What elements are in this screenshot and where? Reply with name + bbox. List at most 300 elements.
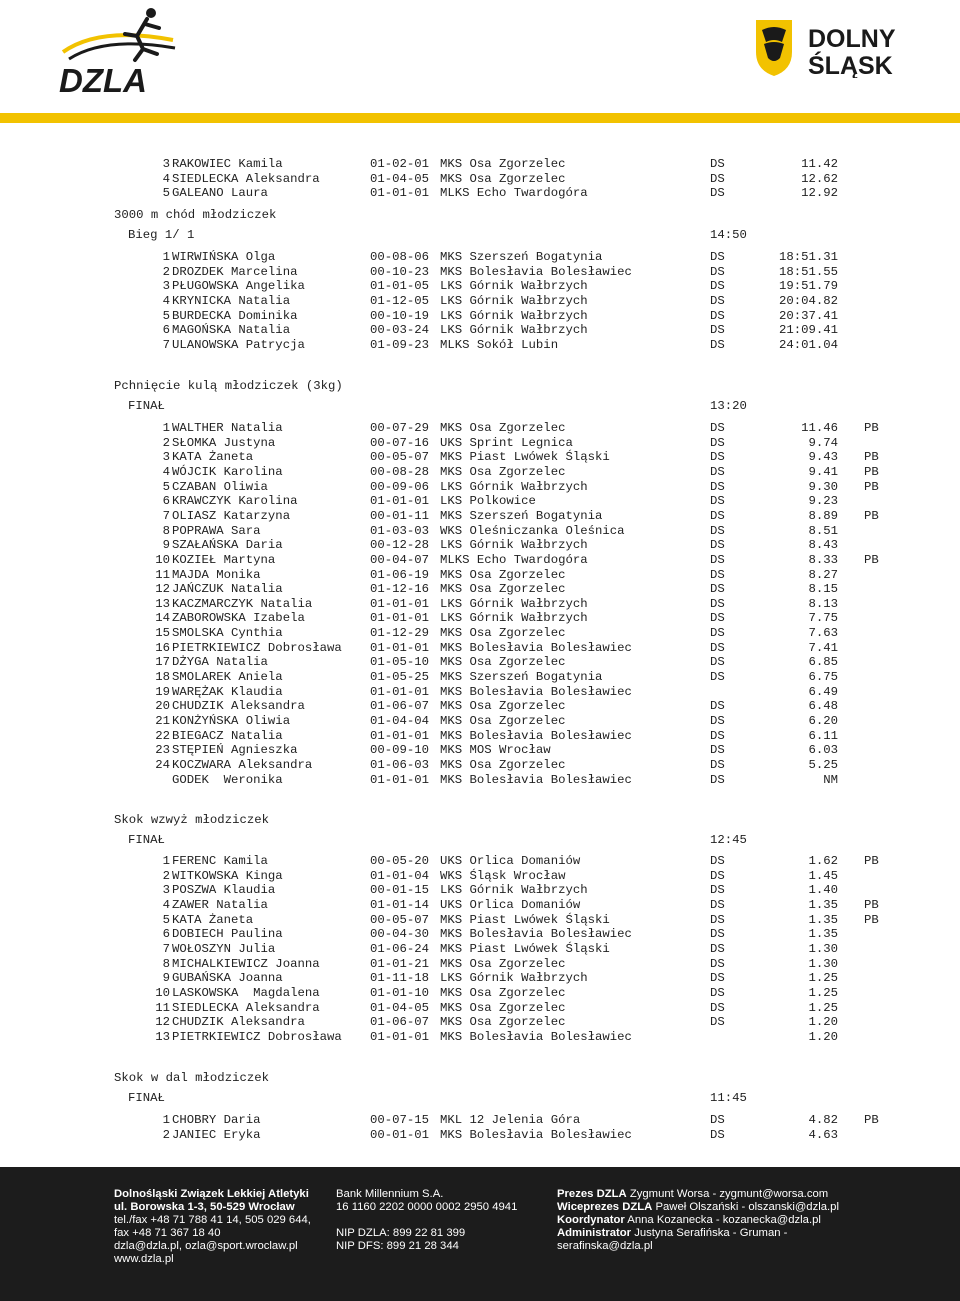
athlete-club: LKS Górnik Wałbrzych (440, 597, 588, 611)
result-place: 4 (162, 898, 170, 912)
result-place: 17 (155, 655, 170, 669)
heat-time: 14:50 (710, 228, 747, 242)
result-value: 19:51.79 (778, 279, 838, 293)
athlete-region: DS (710, 758, 725, 772)
footer-line (114, 1240, 311, 1253)
footer-label: Administrator (557, 1227, 632, 1239)
footer-line (336, 1240, 517, 1253)
athlete-region: DS (710, 279, 725, 293)
athlete-name: ULANOWSKA Patrycja (172, 338, 305, 352)
athlete-region: DS (710, 869, 725, 883)
athlete-club: MKS Osa Zgorzelec (440, 758, 566, 772)
athlete-birthdate: 01-01-01 (370, 1030, 430, 1044)
athlete-name: DROZDEK Marcelina (172, 265, 298, 279)
athlete-birthdate: 00-10-19 (370, 309, 430, 323)
athlete-club: MKS Osa Zgorzelec (440, 1001, 566, 1015)
result-place (130, 773, 170, 788)
athlete-birthdate: 01-01-04 (370, 869, 430, 883)
athlete-region: DS (710, 186, 725, 200)
section-title: Pchnięcie kulą młodziczek (3kg) (114, 379, 343, 393)
athlete-region: DS (710, 942, 725, 956)
athlete-region: DS (710, 1001, 725, 1015)
result-value: 11.42 (801, 157, 838, 171)
result-value: 8.33 (808, 553, 838, 567)
athlete-region: DS (710, 172, 725, 186)
footer-line (336, 1188, 517, 1201)
athlete-club: MKS Piast Lwówek Śląski (440, 913, 610, 927)
footer-line (114, 1188, 311, 1201)
athlete-birthdate: 01-01-01 (370, 494, 430, 508)
result-value: 8.51 (808, 524, 838, 538)
heat-label: Bieg 1/ 1 (128, 228, 195, 242)
result-place: 3 (162, 450, 170, 464)
result-value: 7.41 (808, 641, 838, 655)
result-value: 8.13 (808, 597, 838, 611)
athlete-region: DS (710, 538, 725, 552)
athlete-name: DOBIECH Paulina (172, 927, 283, 941)
heat-time: 13:20 (710, 399, 747, 413)
personal-best-badge: PB (864, 480, 879, 494)
personal-best-badge: PB (864, 898, 879, 912)
athlete-region: DS (710, 494, 725, 508)
result-place: 7 (162, 338, 170, 352)
athlete-region: DS (710, 655, 725, 669)
athlete-name: FERENC Kamila (172, 854, 268, 868)
result-value: 1.30 (808, 942, 838, 956)
athlete-region: DS (710, 971, 725, 985)
athlete-name: SIEDLECKA Aleksandra (172, 1001, 320, 1015)
athlete-birthdate: 00-05-20 (370, 854, 430, 868)
athlete-region: DS (710, 524, 725, 538)
result-value: 1.35 (808, 898, 838, 912)
result-place: 5 (162, 480, 170, 494)
result-value: 7.63 (808, 626, 838, 640)
athlete-region: DS (710, 157, 725, 171)
athlete-club: LKS Górnik Wałbrzych (440, 323, 588, 337)
personal-best-badge: PB (864, 1113, 879, 1127)
footer-text: 16 1160 2202 0000 0002 2950 4941 (336, 1201, 518, 1213)
athlete-birthdate: 00-07-16 (370, 436, 430, 450)
result-value: 1.20 (808, 1015, 838, 1029)
athlete-club: MKS Osa Zgorzelec (440, 157, 566, 171)
result-value: 7.75 (808, 611, 838, 625)
athlete-region: DS (710, 421, 725, 435)
footer-line (557, 1240, 839, 1253)
athlete-birthdate: 01-01-14 (370, 898, 430, 912)
footer-text: NIP DZLA: 899 22 81 399 (336, 1227, 466, 1239)
athlete-club: MKS Bolesłavia Bolesławiec (440, 1030, 632, 1044)
athlete-club: LKS Górnik Wałbrzych (440, 611, 588, 625)
athlete-region: DS (710, 480, 725, 494)
result-place: 6 (162, 323, 170, 337)
result-place: 7 (162, 509, 170, 523)
athlete-club: LKS Górnik Wałbrzych (440, 883, 588, 897)
athlete-club: MKS Bolesłavia Bolesławiec (440, 1128, 632, 1142)
athlete-club: MKS Osa Zgorzelec (440, 714, 566, 728)
athlete-birthdate: 00-08-28 (370, 465, 430, 479)
athlete-region: DS (710, 568, 725, 582)
personal-best-badge: PB (864, 450, 879, 464)
athlete-name: OLIASZ Katarzyna (172, 509, 291, 523)
athlete-region: DS (710, 250, 725, 264)
athlete-name: JANIEC Eryka (172, 1128, 261, 1142)
footer-text: Bank Millennium S.A. (336, 1188, 444, 1200)
footer-text: dzla@dzla.pl, ozla@sport.wroclaw.pl (114, 1240, 298, 1252)
athlete-birthdate: 01-12-29 (370, 626, 430, 640)
result-place: 1 (162, 421, 170, 435)
footer-text: NIP DFS: 899 21 28 344 (336, 1240, 459, 1252)
personal-best-badge: PB (864, 421, 879, 435)
result-place: 21 (155, 714, 170, 728)
athlete-club: MKS Szerszeń Bogatynia (440, 250, 603, 264)
athlete-region: DS (710, 670, 725, 684)
athlete-name: WIRWIŃSKA Olga (172, 250, 276, 264)
athlete-name: LASKOWSKA Magdalena (172, 986, 320, 1000)
athlete-club: WKS Śląsk Wrocław (440, 869, 566, 883)
athlete-birthdate: 01-01-01 (370, 641, 430, 655)
result-value: 6.75 (808, 670, 838, 684)
footer-line (336, 1227, 517, 1240)
result-value: 1.35 (808, 927, 838, 941)
athlete-region: DS (710, 1015, 725, 1029)
result-value: 8.27 (808, 568, 838, 582)
footer-line (336, 1214, 517, 1227)
athlete-name: KONŻYŃSKA Oliwia (172, 714, 291, 728)
athlete-name: ZABOROWSKA Izabela (172, 611, 305, 625)
athlete-name: PIETRKIEWICZ Dobrosława (172, 641, 342, 655)
athlete-name: DŻYGA Natalia (172, 655, 268, 669)
result-place: 16 (155, 641, 170, 655)
footer-text: Justyna Serafińska - Gruman - (631, 1227, 788, 1239)
athlete-birthdate: 01-01-01 (370, 729, 430, 743)
coat-of-arms-icon (752, 18, 912, 78)
athlete-region: DS (710, 450, 725, 464)
athlete-name: CZABAN Oliwia (172, 480, 268, 494)
athlete-club: MKS Bolesłavia Bolesławiec (440, 927, 632, 941)
athlete-name: SIEDLECKA Aleksandra (172, 172, 320, 186)
athlete-club: MKS Osa Zgorzelec (440, 465, 566, 479)
heat-label: FINAŁ (128, 399, 165, 413)
footer-text: www.dzla.pl (114, 1253, 174, 1265)
svg-text:DOLNY: DOLNY (808, 25, 896, 53)
athlete-birthdate: 00-08-06 (370, 250, 430, 264)
athlete-birthdate: 01-01-05 (370, 279, 430, 293)
result-place: 14 (155, 611, 170, 625)
athlete-birthdate: 01-01-01 (370, 186, 430, 200)
result-value: 8.15 (808, 582, 838, 596)
athlete-birthdate: 01-09-23 (370, 338, 430, 352)
athlete-region: DS (710, 854, 725, 868)
athlete-birthdate: 01-04-05 (370, 172, 430, 186)
athlete-birthdate: 00-03-24 (370, 323, 430, 337)
athlete-region: DS (710, 338, 725, 352)
personal-best-badge: PB (864, 465, 879, 479)
result-place: 5 (162, 913, 170, 927)
result-value: 4.63 (808, 1128, 838, 1142)
section-title: Skok w dal młodziczek (114, 1071, 269, 1085)
athlete-name: MAJDA Monika (172, 568, 261, 582)
athlete-region: DS (710, 714, 725, 728)
result-place: 7 (162, 942, 170, 956)
result-value: 18:51.31 (778, 250, 838, 264)
athlete-club: MLKS Echo Twardogóra (440, 186, 588, 200)
athlete-name: SMOLSKA Cynthia (172, 626, 283, 640)
athlete-club: LKS Górnik Wałbrzych (440, 309, 588, 323)
result-value: 4.82 (808, 1113, 838, 1127)
dolny-slask-logo (752, 18, 912, 78)
athlete-club: UKS Orlica Domaniów (440, 854, 581, 868)
athlete-name: BIEGACZ Natalia (172, 729, 283, 743)
section-title: 3000 m chód młodziczek (114, 208, 277, 222)
result-place: 5 (162, 309, 170, 323)
athlete-name: KACZMARCZYK Natalia (172, 597, 313, 611)
footer-text: tel./fax +48 71 788 41 14, 505 029 644, (114, 1214, 311, 1226)
result-place: 4 (162, 465, 170, 479)
footer-text: Zygmunt Worsa - zygmunt@worsa.com (626, 1188, 829, 1200)
athlete-region: DS (710, 436, 725, 450)
result-value: 9.74 (808, 436, 838, 450)
athlete-name: POPRAWA Sara (172, 524, 261, 538)
athlete-name: KOCZWARA Aleksandra (172, 758, 313, 772)
athlete-birthdate: 01-05-10 (370, 655, 430, 669)
result-place: 8 (162, 957, 170, 971)
athlete-name: WALTHER Natalia (172, 421, 283, 435)
athlete-region: DS (710, 597, 725, 611)
result-place: 1 (162, 250, 170, 264)
result-value: 8.89 (808, 509, 838, 523)
result-value: 9.23 (808, 494, 838, 508)
result-value: 1.62 (808, 854, 838, 868)
athlete-birthdate: 00-10-23 (370, 265, 430, 279)
athlete-name: WITKOWSKA Kinga (172, 869, 283, 883)
heat-time: 11:45 (710, 1091, 747, 1105)
athlete-name: CHUDZIK Aleksandra (172, 1015, 305, 1029)
result-place: 12 (155, 1015, 170, 1029)
result-value: 6.48 (808, 699, 838, 713)
personal-best-badge: PB (864, 509, 879, 523)
athlete-birthdate: 00-07-15 (370, 1113, 430, 1127)
result-place: 9 (162, 971, 170, 985)
athlete-club: MKS Osa Zgorzelec (440, 957, 566, 971)
section-title: Skok wzwyż młodziczek (114, 813, 269, 827)
athlete-birthdate: 00-01-15 (370, 883, 430, 897)
result-place: 4 (162, 172, 170, 186)
result-value: 18:51.55 (778, 265, 838, 279)
result-value: 1.45 (808, 869, 838, 883)
result-place: 10 (155, 553, 170, 567)
athlete-name: JAŃCZUK Natalia (172, 582, 283, 596)
athlete-name: SMOLAREK Aniela (172, 670, 283, 684)
result-place: 8 (162, 524, 170, 538)
result-place: 23 (155, 743, 170, 757)
athlete-birthdate: 00-01-01 (370, 1128, 430, 1142)
result-value: 6.20 (808, 714, 838, 728)
athlete-birthdate: 01-02-01 (370, 157, 430, 171)
athlete-name: GALEANO Laura (172, 186, 268, 200)
athlete-birthdate: 00-07-29 (370, 421, 430, 435)
footer-text: Anna Kozanecka - kozanecka@dzla.pl (624, 1214, 821, 1226)
athlete-name: SZAŁAŃSKA Daria (172, 538, 283, 552)
result-value: 1.30 (808, 957, 838, 971)
athlete-region: DS (710, 309, 725, 323)
athlete-region: DS (710, 913, 725, 927)
result-place: 2 (162, 265, 170, 279)
athlete-name: KRYNICKA Natalia (172, 294, 291, 308)
athlete-club: MKS Piast Lwówek Śląski (440, 450, 610, 464)
athlete-club: MKS Osa Zgorzelec (440, 582, 566, 596)
athlete-club: MKS Bolesłavia Bolesławiec (440, 685, 632, 699)
footer-line (557, 1214, 839, 1227)
svg-text:DZLA: DZLA (59, 62, 147, 96)
athlete-birthdate: 01-01-01 (370, 685, 430, 699)
athlete-club: MKS MOS Wrocław (440, 743, 551, 757)
result-value: 5.25 (808, 758, 838, 772)
result-value: 1.40 (808, 883, 838, 897)
athlete-region: DS (710, 465, 725, 479)
result-place: 6 (162, 494, 170, 508)
athlete-region: DS (710, 509, 725, 523)
result-place: 11 (155, 568, 170, 582)
athlete-club: MKS Bolesłavia Bolesławiec (440, 265, 632, 279)
athlete-club: MLKS Echo Twardogóra (440, 553, 588, 567)
result-place: 13 (155, 597, 170, 611)
result-place: 24 (155, 758, 170, 772)
athlete-club: MKS Piast Lwówek Śląski (440, 942, 610, 956)
athlete-club: MKS Osa Zgorzelec (440, 1015, 566, 1029)
athlete-region: DS (710, 743, 725, 757)
result-value: 21:09.41 (778, 323, 838, 337)
athlete-region: DS (710, 986, 725, 1000)
athlete-region: DS (710, 611, 725, 625)
athlete-birthdate: 00-09-06 (370, 480, 430, 494)
result-place: 2 (162, 436, 170, 450)
result-value: 9.41 (808, 465, 838, 479)
result-value: 1.35 (808, 913, 838, 927)
personal-best-badge: PB (864, 913, 879, 927)
result-place: 3 (162, 883, 170, 897)
athlete-birthdate: 01-12-16 (370, 582, 430, 596)
footer-label: Wiceprezes DZLA (557, 1201, 653, 1213)
footer-line (114, 1227, 311, 1240)
athlete-name: KRAWCZYK Karolina (172, 494, 298, 508)
athlete-region: DS (710, 323, 725, 337)
athlete-name: STĘPIEŃ Agnieszka (172, 743, 298, 757)
athlete-club: MKS Bolesłavia Bolesławiec (440, 729, 632, 743)
athlete-region: DS (710, 957, 725, 971)
result-value: 20:04.82 (778, 294, 838, 308)
page-footer (0, 1167, 960, 1301)
footer-text: Paweł Olszański - olszanski@dzla.pl (652, 1201, 839, 1213)
athlete-club: MKS Osa Zgorzelec (440, 421, 566, 435)
athlete-region: DS (710, 773, 725, 787)
athlete-club: MKL 12 Jelenia Góra (440, 1113, 581, 1127)
athlete-club: MKS Osa Zgorzelec (440, 626, 566, 640)
footer-line (557, 1227, 839, 1240)
athlete-club: MKS Bolesłavia Bolesławiec (440, 773, 632, 787)
result-place: 1 (162, 1113, 170, 1127)
result-place: 22 (155, 729, 170, 743)
result-place: 3 (162, 279, 170, 293)
athlete-club: LKS Górnik Wałbrzych (440, 294, 588, 308)
athlete-birthdate: 00-09-10 (370, 743, 430, 757)
footer-text: serafinska@dzla.pl (557, 1240, 653, 1252)
athlete-name: WÓJCIK Karolina (172, 465, 283, 479)
result-place: 6 (162, 927, 170, 941)
athlete-club: LKS Górnik Wałbrzych (440, 480, 588, 494)
athlete-club: LKS Górnik Wałbrzych (440, 279, 588, 293)
athlete-name: WARĘŻAK Klaudia (172, 685, 283, 699)
athlete-birthdate: 01-06-07 (370, 1015, 430, 1029)
athlete-region: DS (710, 1128, 725, 1142)
athlete-club: MKS Osa Zgorzelec (440, 172, 566, 186)
athlete-club: LKS Polkowice (440, 494, 536, 508)
result-value: 12.62 (801, 172, 838, 186)
athlete-name: ZAWER Natalia (172, 898, 268, 912)
athlete-name: MICHALKIEWICZ Joanna (172, 957, 320, 971)
result-place: 9 (162, 538, 170, 552)
result-place: 18 (155, 670, 170, 684)
athlete-birthdate: 01-04-05 (370, 1001, 430, 1015)
footer-line (114, 1214, 311, 1227)
athlete-region: DS (710, 265, 725, 279)
page-header (0, 0, 960, 110)
athlete-name: KATA Żaneta (172, 913, 254, 927)
result-value: 6.03 (808, 743, 838, 757)
athlete-birthdate: 01-01-21 (370, 957, 430, 971)
athlete-region: DS (710, 641, 725, 655)
result-value: 9.30 (808, 480, 838, 494)
athlete-name: SŁOMKA Justyna (172, 436, 276, 450)
result-value: 1.25 (808, 986, 838, 1000)
athlete-birthdate: 00-05-07 (370, 913, 430, 927)
athlete-birthdate: 00-01-11 (370, 509, 430, 523)
athlete-name: CHUDZIK Aleksandra (172, 699, 305, 713)
footer-board (557, 1188, 839, 1253)
result-value: 6.49 (808, 685, 838, 699)
footer-line (114, 1201, 311, 1214)
athlete-name: GODEK Weronika (172, 773, 283, 787)
heat-label: FINAŁ (128, 1091, 165, 1105)
athlete-birthdate: 01-06-07 (370, 699, 430, 713)
result-value: 1.20 (808, 1030, 838, 1044)
athlete-region: DS (710, 699, 725, 713)
footer-label: Koordynator (557, 1214, 625, 1226)
athlete-name: KOZIEŁ Martyna (172, 553, 276, 567)
athlete-birthdate: 01-06-19 (370, 568, 430, 582)
result-value: 11.46 (801, 421, 838, 435)
athlete-name: PIETRKIEWICZ Dobrosława (172, 1030, 342, 1044)
result-place: 13 (155, 1030, 170, 1044)
result-value: 24:01.04 (778, 338, 838, 352)
athlete-club: MKS Szerszeń Bogatynia (440, 509, 603, 523)
header-accent-bar (0, 113, 960, 123)
result-place: 10 (155, 986, 170, 1000)
footer-line (557, 1188, 839, 1201)
footer-label: ul. Borowska 1-3, 50-529 Wrocław (114, 1201, 295, 1213)
athlete-region: DS (710, 898, 725, 912)
athlete-birthdate: 01-01-01 (370, 611, 430, 625)
athlete-region: DS (710, 582, 725, 596)
athlete-club: MKS Osa Zgorzelec (440, 699, 566, 713)
athlete-name: WOŁOSZYN Julia (172, 942, 276, 956)
athlete-birthdate: 01-01-01 (370, 773, 430, 787)
athlete-club: UKS Orlica Domaniów (440, 898, 581, 912)
athlete-birthdate: 00-04-07 (370, 553, 430, 567)
athlete-birthdate: 01-01-01 (370, 597, 430, 611)
athlete-name: POSZWA Klaudia (172, 883, 276, 897)
heat-time: 12:45 (710, 833, 747, 847)
athlete-region: DS (710, 294, 725, 308)
